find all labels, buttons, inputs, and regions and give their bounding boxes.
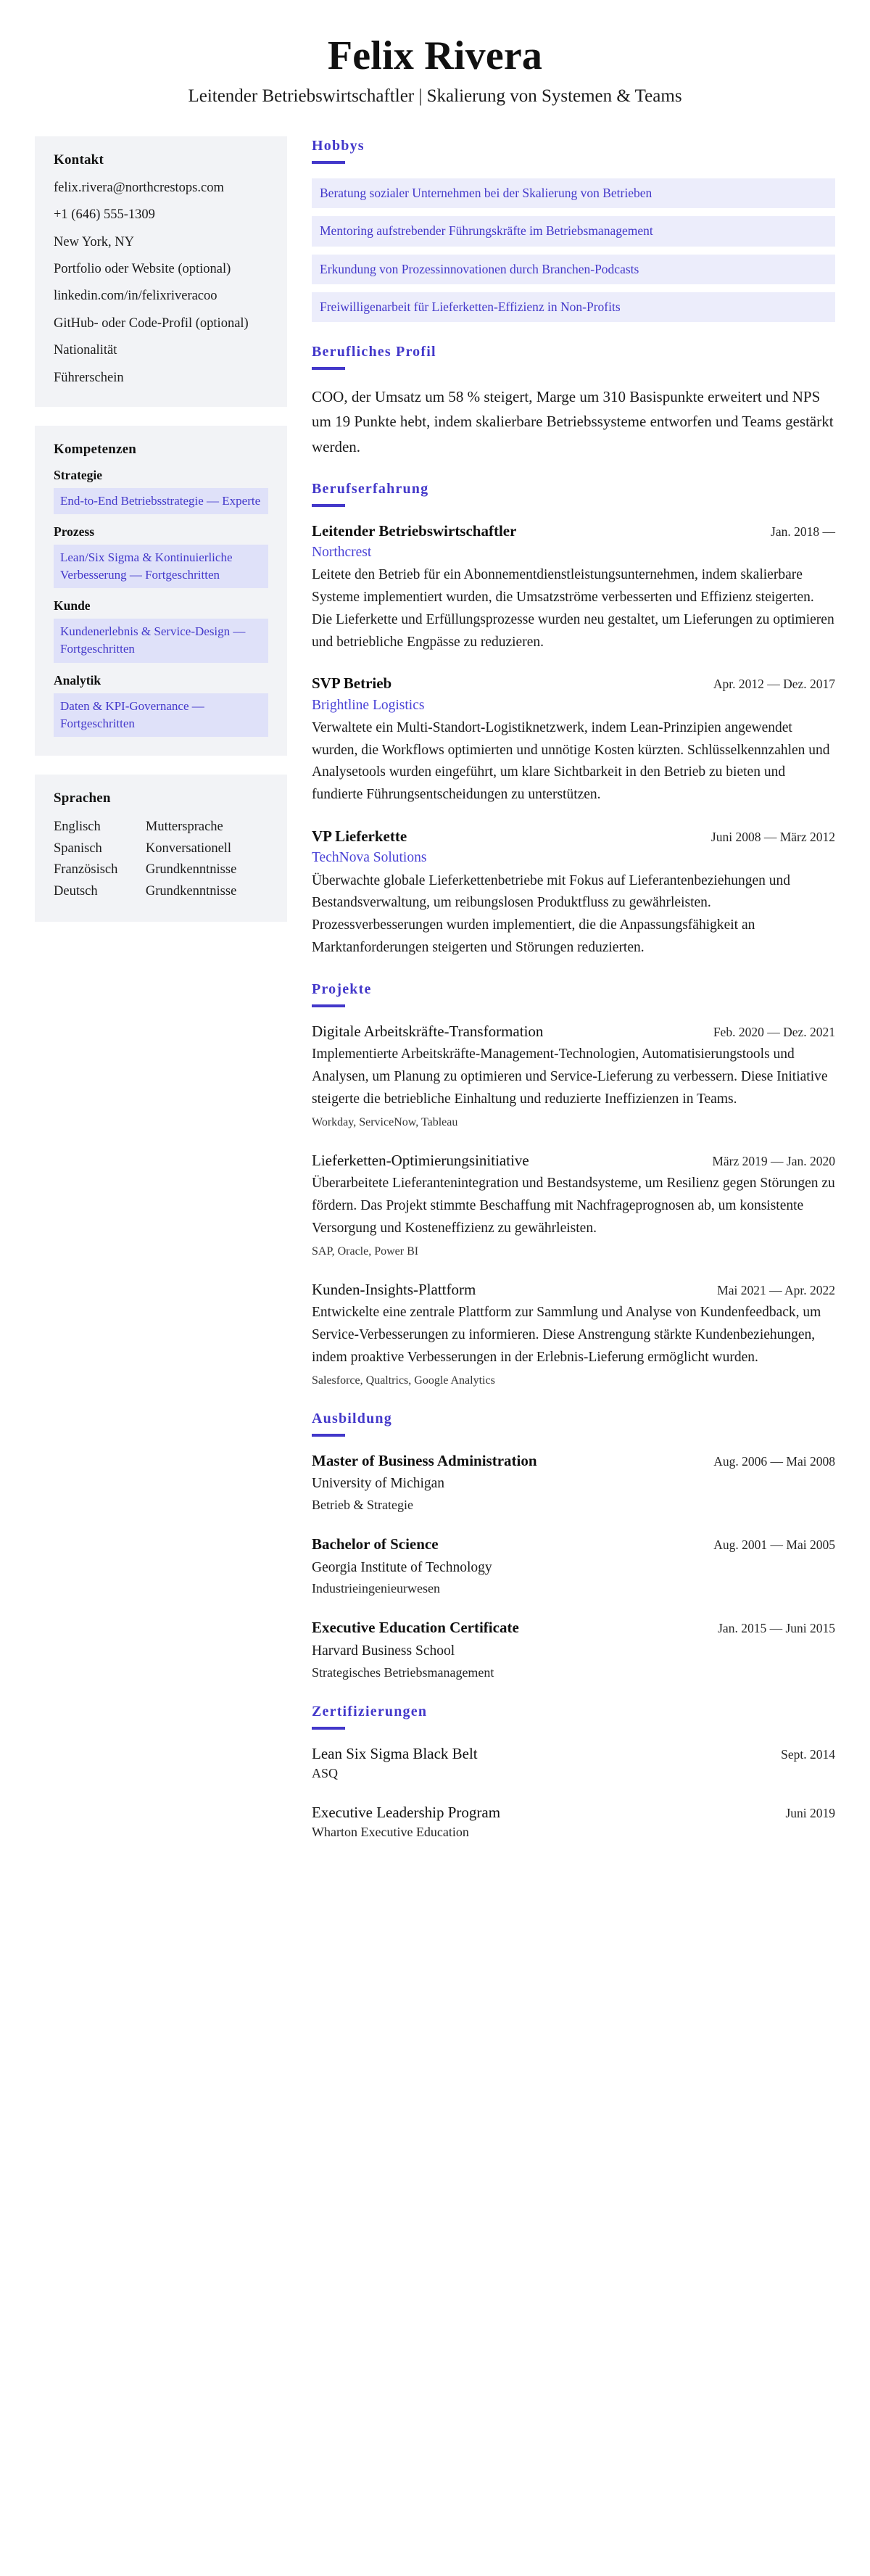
job-company: TechNova Solutions bbox=[312, 850, 427, 866]
field-of-study: Industrieingenieurwesen bbox=[312, 1581, 440, 1596]
section-title-projects: Projekte bbox=[312, 981, 372, 997]
experience-entry bbox=[312, 827, 835, 959]
project-title: Kunden-Insights-Plattform bbox=[312, 1281, 476, 1299]
contact-card-title: Kontakt bbox=[54, 152, 104, 168]
field-of-study: Strategisches Betriebsmanagement bbox=[312, 1664, 494, 1680]
education-entry bbox=[312, 1618, 835, 1681]
skill-group bbox=[54, 673, 268, 737]
section-profile bbox=[312, 344, 835, 458]
project-tech: Workday, ServiceNow, Tableau bbox=[312, 1115, 458, 1128]
certification-entry-head bbox=[312, 1744, 835, 1764]
project-tech: SAP, Oracle, Power BI bbox=[312, 1244, 419, 1258]
skill-group-label: Prozess bbox=[54, 524, 95, 540]
certification-entry-head bbox=[312, 1803, 835, 1822]
contact-github[interactable]: GitHub- oder Code-Profil (optional) bbox=[54, 315, 249, 331]
school-name: Georgia Institute of Technology bbox=[312, 1559, 492, 1575]
section-rule bbox=[312, 1727, 345, 1730]
certification-issuer: ASQ bbox=[312, 1765, 339, 1780]
section-title-experience: Berufserfahrung bbox=[312, 480, 429, 497]
education-entry bbox=[312, 1535, 835, 1598]
education-entry-head bbox=[312, 1451, 835, 1471]
hobby-chip: Freiwilligenarbeit für Lieferketten-Effizienz in Non-Profits bbox=[312, 292, 835, 322]
project-description: Implementierte Arbeitskräfte-Management-Technologien, Automatisierungstools und Analysen, um Planung zu optimieren und Service-Lieferung zu verbessern. Diese Initiative steigerte die betriebliche Einhaltung und reduzierte Ineffizienzen in Teams. bbox=[312, 1046, 828, 1107]
contact-location: New York, NY bbox=[54, 234, 135, 249]
degree-date: Aug. 2006 — Mai 2008 bbox=[713, 1454, 835, 1469]
hobby-chip: Erkundung von Prozessinnovationen durch Branchen-Podcasts bbox=[312, 255, 835, 284]
degree-date: Jan. 2015 — Juni 2015 bbox=[718, 1621, 835, 1636]
resume-body bbox=[35, 136, 835, 1841]
project-date: März 2019 — Jan. 2020 bbox=[712, 1153, 835, 1168]
language-name: Französisch bbox=[54, 862, 118, 878]
skill-tag: Daten & KPI-Governance — Fortgeschritten bbox=[54, 693, 268, 737]
job-title: SVP Betrieb bbox=[312, 674, 392, 693]
education-entry-head bbox=[312, 1535, 835, 1554]
language-name: Spanisch bbox=[54, 841, 102, 856]
contact-nationality: Nationalität bbox=[54, 343, 117, 358]
certification-entry bbox=[312, 1744, 835, 1783]
degree-title: Executive Education Certificate bbox=[312, 1619, 519, 1637]
contact-email[interactable]: felix.rivera@northcrestops.com bbox=[54, 180, 224, 195]
experience-entry bbox=[312, 521, 835, 654]
project-entry-head bbox=[312, 1022, 835, 1041]
candidate-headline: Leitender Betriebswirtschaftler | Skalierung von Systemen & Teams bbox=[188, 86, 682, 106]
section-projects bbox=[312, 981, 835, 1389]
project-entry bbox=[312, 1022, 835, 1131]
certification-issuer: Wharton Executive Education bbox=[312, 1825, 469, 1840]
contact-portfolio[interactable]: Portfolio oder Website (optional) bbox=[54, 262, 231, 277]
hobby-chip: Beratung sozialer Unternehmen bei der Skalierung von Betrieben bbox=[312, 178, 835, 208]
education-entry-head bbox=[312, 1618, 835, 1638]
section-rule bbox=[312, 504, 345, 507]
skill-group bbox=[54, 524, 268, 588]
school-name: University of Michigan bbox=[312, 1476, 445, 1492]
skill-tag: Kundenerlebnis & Service-Design — Fortgeschritten bbox=[54, 619, 268, 662]
job-date: Apr. 2012 — Dez. 2017 bbox=[713, 677, 835, 692]
section-rule bbox=[312, 1434, 345, 1437]
skills-card bbox=[35, 426, 287, 756]
project-entry-head bbox=[312, 1151, 835, 1171]
language-row bbox=[54, 817, 268, 838]
project-entry bbox=[312, 1151, 835, 1260]
project-date: Mai 2021 — Apr. 2022 bbox=[717, 1283, 835, 1298]
project-entry bbox=[312, 1280, 835, 1389]
contact-card bbox=[35, 136, 287, 407]
language-name: Deutsch bbox=[54, 884, 98, 899]
experience-entry-head bbox=[312, 827, 835, 846]
job-title: VP Lieferkette bbox=[312, 827, 407, 846]
skill-group-label: Kunde bbox=[54, 598, 91, 614]
section-title-profile: Berufliches Profil bbox=[312, 344, 436, 360]
section-education bbox=[312, 1411, 835, 1682]
skill-group-label: Strategie bbox=[54, 467, 103, 482]
language-name: Englisch bbox=[54, 819, 101, 834]
experience-entry-head bbox=[312, 674, 835, 693]
degree-title: Bachelor of Science bbox=[312, 1535, 439, 1553]
project-date: Feb. 2020 — Dez. 2021 bbox=[713, 1024, 835, 1039]
job-description: Verwaltete ein Multi-Standort-Logistiknetzwerk, indem Lean-Prinzipien angewendet wurden, die Workflows optimierten und unnötige Kosten kürzten. Schlüsselkennzahlen und Analysetools wurden eingeführt, um klare Sichtbarkeit in den Betrieb zu bieten und fundierte Führungsentscheidungen zu unterstützen. bbox=[312, 719, 830, 803]
job-company: Brightline Logistics bbox=[312, 697, 425, 713]
contact-linkedin[interactable]: linkedin.com/in/felixriveracoo bbox=[54, 289, 218, 304]
project-tech: Salesforce, Qualtrics, Google Analytics bbox=[312, 1374, 495, 1387]
section-certifications bbox=[312, 1704, 835, 1842]
section-title-hobbies: Hobbys bbox=[312, 137, 365, 154]
language-level: Muttersprache bbox=[145, 819, 223, 834]
project-title: Lieferketten-Optimierungsinitiative bbox=[312, 1151, 529, 1169]
job-title: Leitender Betriebswirtschaftler bbox=[312, 521, 517, 540]
languages-card bbox=[35, 775, 287, 922]
contact-phone[interactable]: +1 (646) 555-1309 bbox=[54, 207, 155, 223]
hobby-chip: Mentoring aufstrebender Führungskräfte im Betriebsmanagement bbox=[312, 216, 835, 246]
certification-name: Lean Six Sigma Black Belt bbox=[312, 1744, 478, 1762]
section-hobbies bbox=[312, 138, 835, 323]
field-of-study: Betrieb & Strategie bbox=[312, 1498, 413, 1513]
language-row bbox=[54, 881, 268, 903]
job-company: Northcrest bbox=[312, 544, 372, 560]
skill-group bbox=[54, 468, 268, 514]
project-entry-head bbox=[312, 1280, 835, 1300]
sidebar bbox=[35, 136, 287, 941]
section-experience bbox=[312, 481, 835, 959]
main-column bbox=[312, 136, 835, 1841]
languages-card-title: Sprachen bbox=[54, 790, 111, 806]
contact-driver-license: Führerschein bbox=[54, 370, 124, 385]
profile-summary: COO, der Umsatz um 58 % steigert, Marge um 310 Basispunkte erweitert und NPS um 19 Punkte hebt, indem skalierbare Betriebssysteme entworfen und Teams gestärkt werden. bbox=[312, 388, 834, 455]
skill-tag: Lean/Six Sigma & Kontinuierliche Verbesserung — Fortgeschritten bbox=[54, 545, 268, 588]
language-row bbox=[54, 859, 268, 881]
school-name: Harvard Business School bbox=[312, 1643, 455, 1659]
certification-date: Juni 2019 bbox=[785, 1806, 835, 1821]
language-level: Grundkenntnisse bbox=[145, 862, 237, 878]
education-entry bbox=[312, 1451, 835, 1514]
project-description: Entwickelte eine zentrale Plattform zur Sammlung und Analyse von Kundenfeedback, um Service-Verbesserungen zu informieren. Diese Anstrengung stärkte Kundenbeziehungen, indem proaktive Verbesserungen in der Erlebnis-Lieferung ermöglicht wurden. bbox=[312, 1305, 821, 1365]
certification-name: Executive Leadership Program bbox=[312, 1804, 501, 1822]
job-date: Juni 2008 — März 2012 bbox=[710, 830, 835, 845]
skill-group bbox=[54, 598, 268, 662]
job-description: Leitete den Betrieb für ein Abonnementdienstleistungsunternehmen, indem skalierbare Systeme implementiert wurden, die Umsatzströme verbesserten und Effizienz steigerten. Die Lieferkette und Erfüllungsprozesse wurden neu gestaltet, um Lieferungen zu optimieren und betriebliche Engpässe zu reduzieren. bbox=[312, 567, 834, 650]
section-rule bbox=[312, 367, 345, 370]
certification-date: Sept. 2014 bbox=[781, 1746, 835, 1762]
degree-title: Master of Business Administration bbox=[312, 1452, 537, 1470]
section-rule bbox=[312, 1004, 345, 1007]
resume-header bbox=[35, 29, 835, 120]
section-title-education: Ausbildung bbox=[312, 1411, 392, 1427]
skills-card-title: Kompetenzen bbox=[54, 441, 137, 457]
experience-entry-head bbox=[312, 521, 835, 541]
skill-group-label: Analytik bbox=[54, 672, 102, 688]
project-description: Überarbeitete Lieferantenintegration und Bestandsysteme, um Resilienz gegen Störungen zu fördern. Das Projekt stimmte Beschaffung mit Nachfrageprognosen ab, um konsistente Versorgung und Kosteneffizienz zu gewährleisten. bbox=[312, 1176, 835, 1236]
language-level: Konversationell bbox=[145, 841, 232, 856]
language-row bbox=[54, 838, 268, 860]
language-level: Grundkenntnisse bbox=[145, 884, 237, 899]
job-description: Überwachte globale Lieferkettenbetriebe mit Fokus auf Lieferantenbeziehungen und Bestandsverwaltung, um reibungslosen Produktfluss zu gewährleisten. Prozessverbesserungen wurden implementiert, die die Anpassungsfähigkeit an Marktanforderungen steigerten und Störungen reduzierten. bbox=[312, 872, 791, 956]
experience-entry bbox=[312, 674, 835, 806]
skill-tag: End-to-End Betriebsstrategie — Experte bbox=[54, 488, 268, 514]
section-title-certifications: Zertifizierungen bbox=[312, 1703, 428, 1720]
job-date: Jan. 2018 — bbox=[771, 524, 835, 539]
degree-date: Aug. 2001 — Mai 2005 bbox=[713, 1537, 835, 1553]
languages-table bbox=[54, 817, 268, 903]
candidate-name: Felix Rivera bbox=[327, 33, 543, 78]
section-rule bbox=[312, 161, 345, 164]
project-title: Digitale Arbeitskräfte-Transformation bbox=[312, 1022, 544, 1040]
certification-entry bbox=[312, 1803, 835, 1841]
